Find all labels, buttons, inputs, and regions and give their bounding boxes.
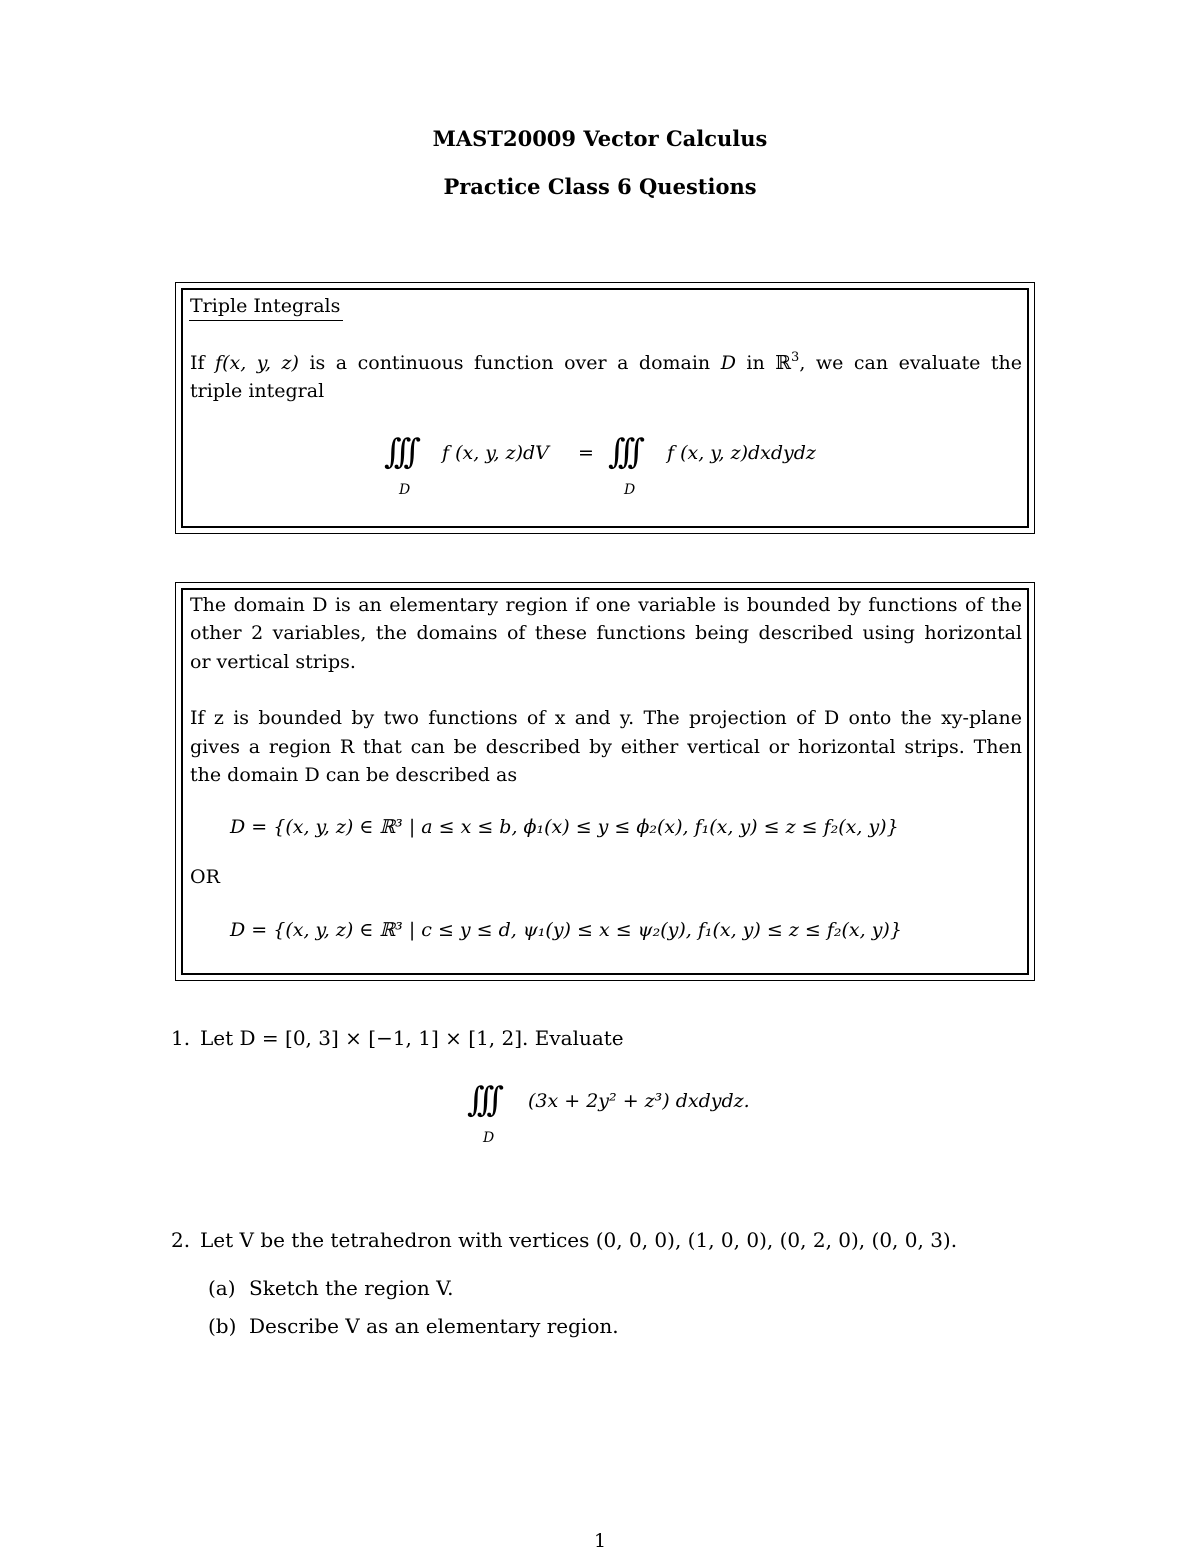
box2-p2-line3: the domain D can be described as (190, 764, 518, 786)
box1-heading: Triple Integrals (190, 295, 341, 317)
box2-p1-line3: or vertical strips. (190, 651, 356, 673)
domain-equation-vertical: D = {(x, y, z) ∈ ℝ³ | a ≤ x ≤ b, ϕ₁(x) ≤ y ≤ ϕ₂(x), f₁(x, y) ≤ z ≤ f₂(x, y)} (230, 816, 899, 838)
q1-text: Let D = [0, 3] × [−1, 1] × [1, 2]. Evaluate (200, 1026, 624, 1050)
q2b-text: Describe V as an elementary region. (249, 1314, 619, 1338)
q2-number: 2. (171, 1228, 191, 1252)
box2-p2-line1: If z is bounded by two functions of x and y. The projection of D onto the xy-plane (190, 707, 1022, 729)
q1-triple-integral-symbol: ∫∫∫ (467, 1080, 497, 1120)
q1-number: 1. (171, 1026, 191, 1050)
box1-line2: triple integral (190, 380, 325, 402)
q1-integral-domain: D (483, 1130, 495, 1146)
or-label: OR (190, 866, 220, 888)
q2a-text: Sketch the region V. (249, 1276, 454, 1300)
q1-integrand: (3x + 2y² + z³) dxdydz. (528, 1090, 750, 1112)
page-subtitle: Practice Class 6 Questions (443, 174, 757, 199)
integral-domain-right: D (624, 482, 636, 498)
box2-p2-line2: gives a region R that can be described by either vertical or horizontal strips. Then (190, 736, 1022, 758)
triple-integral-symbol-left: ∫∫∫ (384, 432, 414, 472)
q2a-label: (a) (208, 1276, 236, 1300)
integral-expression-right: f (x, y, z)dxdydz (667, 442, 816, 464)
q2b-label: (b) (208, 1314, 237, 1338)
integral-expression-left: f (x, y, z)dV (442, 442, 549, 464)
q2-text: Let V be the tetrahedron with vertices (0, 0, 0), (1, 0, 0), (0, 2, 0), (0, 0, 3). (200, 1228, 958, 1252)
page-number: 1 (593, 1530, 607, 1552)
equals-sign: = (578, 442, 594, 464)
heading-underline (189, 320, 343, 321)
box1-line1: If f(x, y, z) is a continuous function over a domain D in ℝ$^3$, we can evaluate the (190, 350, 1023, 374)
box2-p1-line2: other 2 variables, the domains of these functions being described using horizontal (190, 622, 1022, 644)
box2-p1-line1: The domain D is an elementary region if one variable is bounded by functions of the (190, 594, 1022, 616)
course-title: MAST20009 Vector Calculus (432, 126, 768, 151)
triple-integral-symbol-right: ∫∫∫ (608, 432, 638, 472)
domain-equation-horizontal: D = {(x, y, z) ∈ ℝ³ | c ≤ y ≤ d, ψ₁(y) ≤ x ≤ ψ₂(y), f₁(x, y) ≤ z ≤ f₂(x, y)} (230, 919, 902, 941)
integral-domain-left: D (399, 482, 411, 498)
